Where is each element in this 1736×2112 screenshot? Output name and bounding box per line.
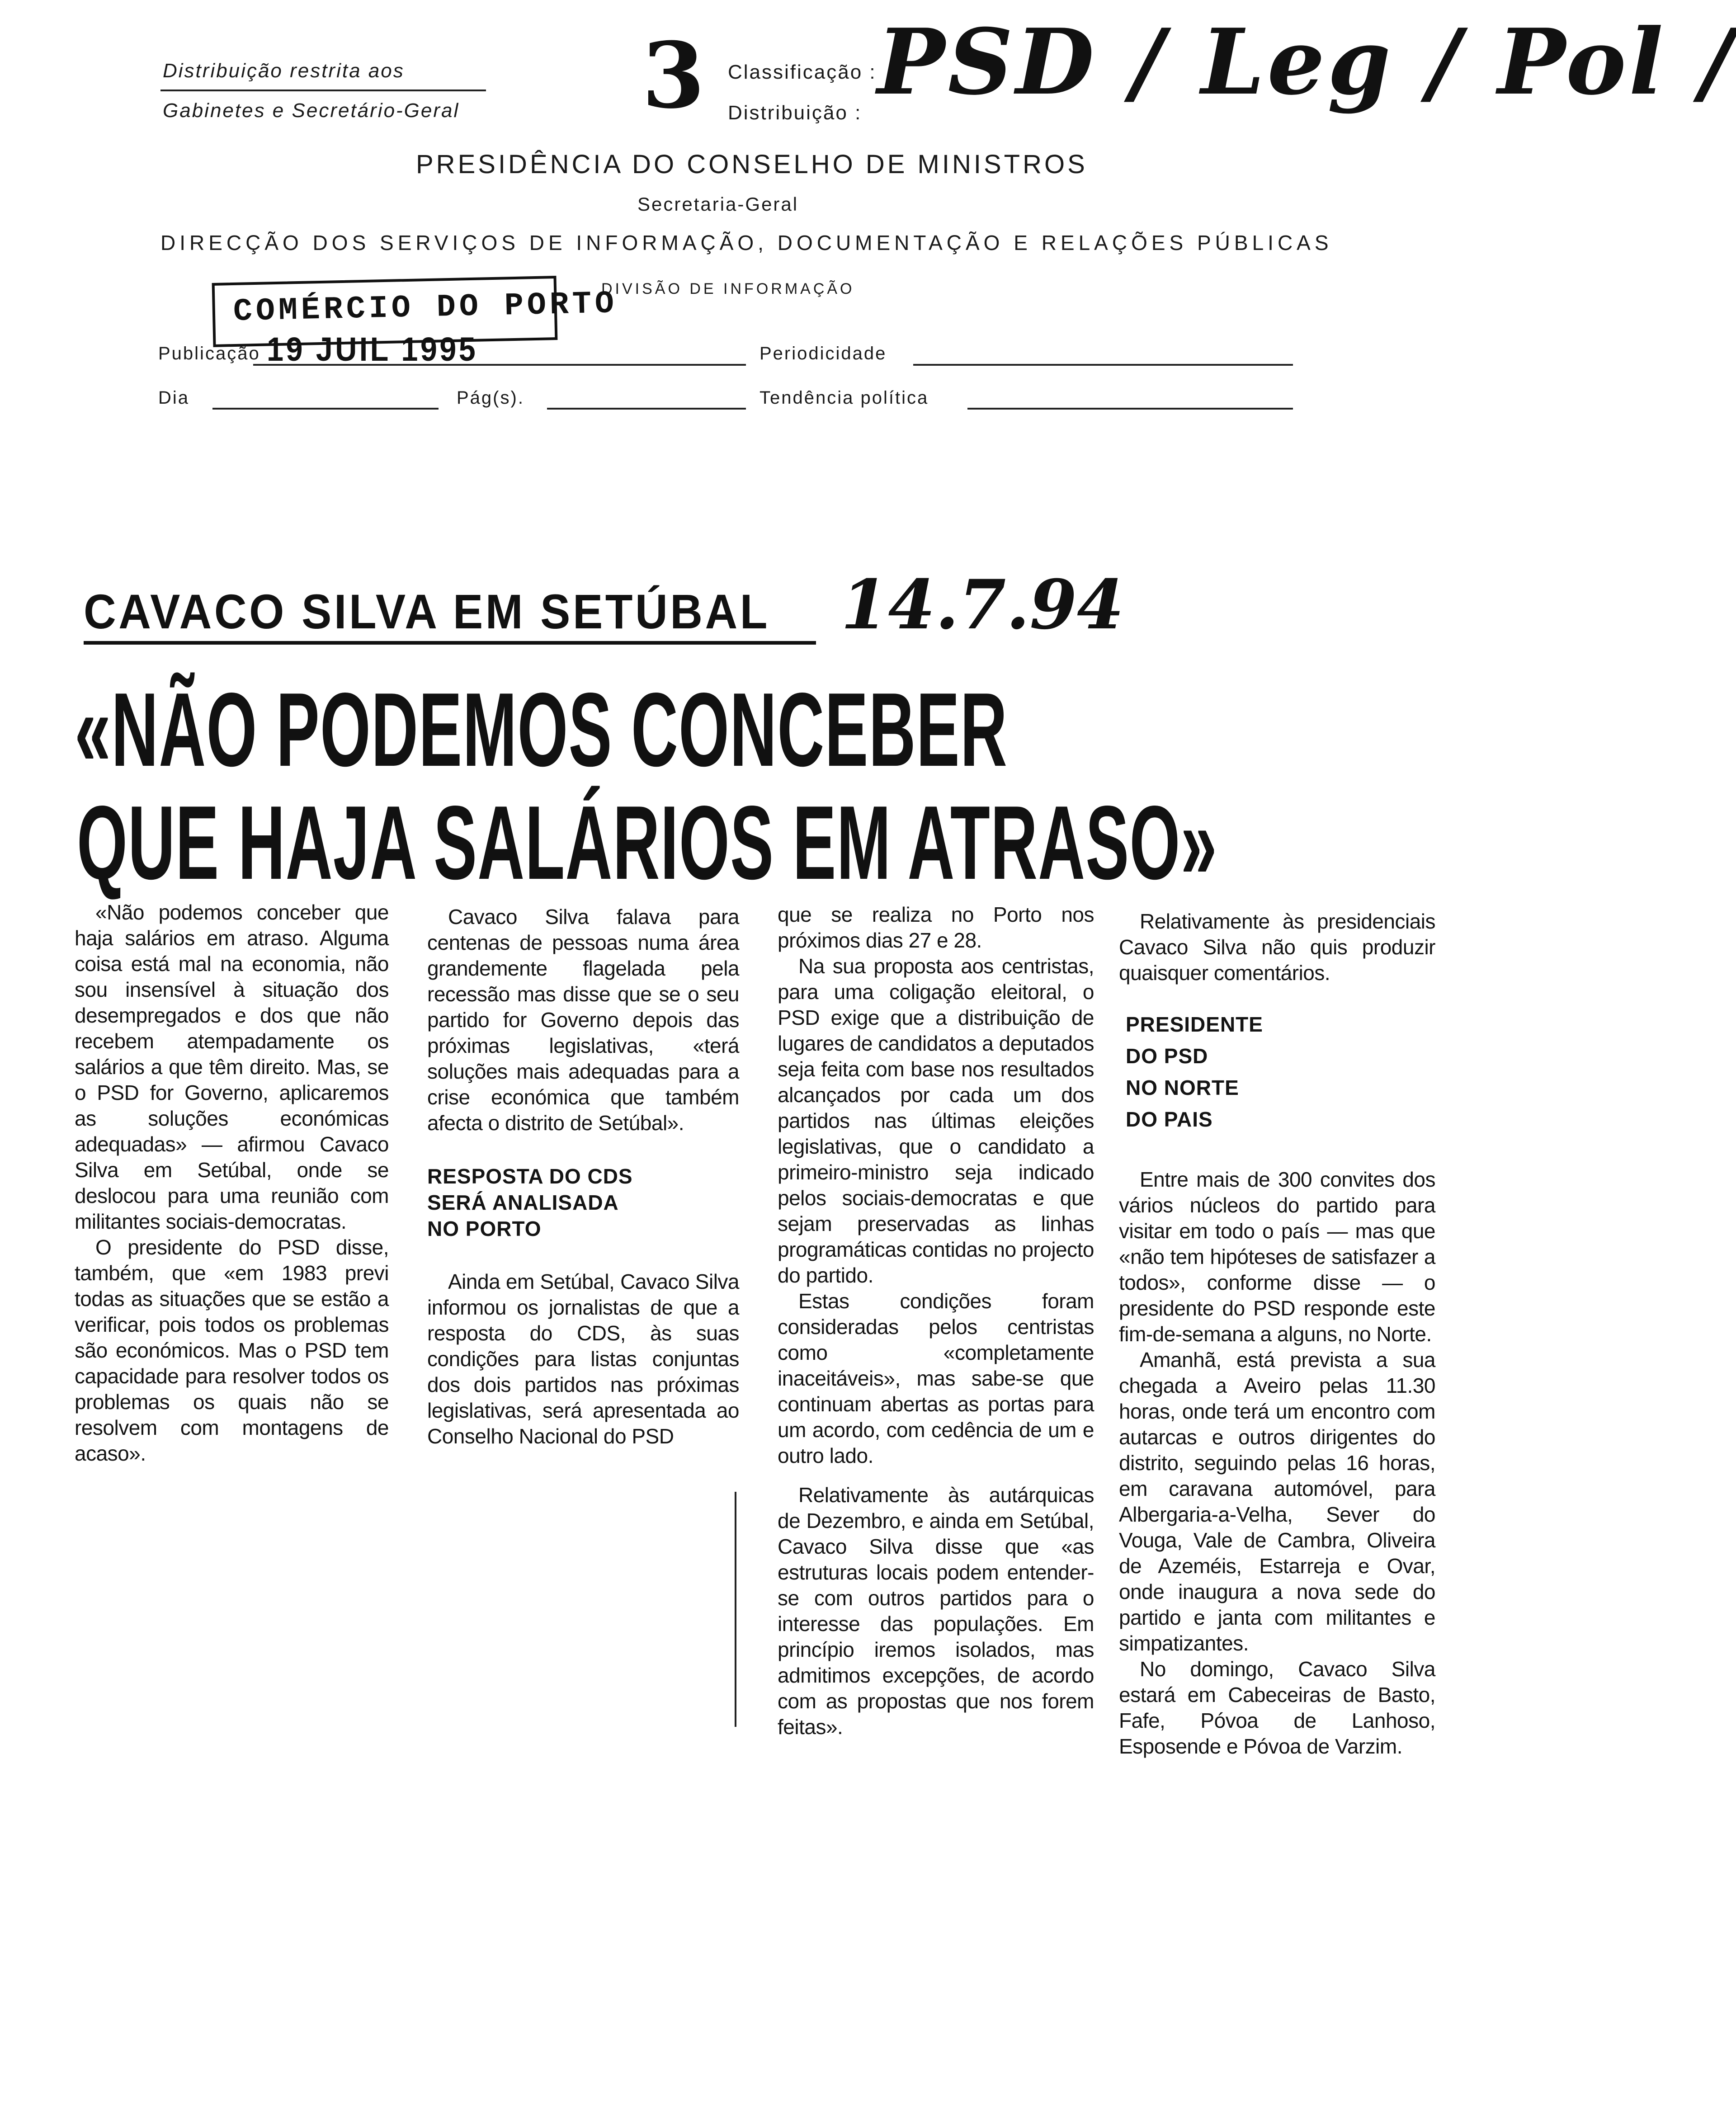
col2-subheading: [427, 1163, 739, 1242]
division: DIVISÃO DE INFORMAÇÃO: [601, 280, 855, 297]
org-subtitle: Secretaria-Geral: [637, 193, 799, 215]
dia-line: [212, 408, 439, 410]
pags-line: [547, 408, 746, 410]
col1-paragraph-1: «Não podemos conceber que haja salários em atraso. Alguma coisa está mal na economia, não sou insensível à situação dos desempregados e dos que não recebem atempadamente os salários a que têm direito. Mas, se o PSD for Governo, aplicaremos as soluções económicas adequadas» — afirmou Cavaco Silva em Setúbal, onde se deslocou para uma reunião com militantes sociais-democratas.: [75, 900, 389, 1233]
article-kicker: CAVACO SILVA EM SETÚBAL: [84, 584, 770, 639]
col4-subheading: [1126, 1009, 1435, 1135]
column-rule-2-3: [735, 1492, 736, 1727]
periodicidade-line: [913, 364, 1293, 366]
col1-paragraph-2: O presidente do PSD disse, também, que «em 1983 previ todas as situações que se estão a verificar, pois todos os problemas são económicos. Mas o PSD tem capacidade para resolver todos os problemas os quais não se resolvem com montagens de acaso».: [75, 1235, 389, 1465]
col4-paragraph-1: Relativamente às presidenciais Cavaco Silva não quis produzir quaisquer comentários.: [1119, 910, 1435, 985]
col2-subheading-line-2: SERÁ ANALISADA: [427, 1191, 619, 1214]
distribution-line-1: Distribuição restrita aos: [163, 60, 405, 82]
article-column-1: [75, 900, 389, 1466]
classificacao-label: Classificação :: [728, 61, 877, 83]
stamp-publication: COMÉRCIO DO PORTO: [233, 286, 618, 330]
publicacao-line: [253, 364, 746, 366]
col4-subheading-line-4: DO PAIS: [1126, 1108, 1213, 1131]
kicker-underline: [84, 641, 816, 645]
col4-paragraph-3: Amanhã, está prevista a sua chegada a Aveiro pelas 11.30 horas, onde terá um encontro com autarcas e outros dirigentes do distrito, seguindo pelas 16 horas, em caravana automóvel, para Albergaria-a-Velha, Sever do Vouga, Vale de Cambra, Oliveira de Azeméis, Estarreja e Ovar, onde inaugura a nova sede do partido e janta com militantes e simpatizantes.: [1119, 1348, 1435, 1655]
col4-subheading-line-2: DO PSD: [1126, 1044, 1208, 1068]
col2-subheading-line-3: NO PORTO: [427, 1217, 542, 1240]
article-column-3: [778, 902, 1094, 1740]
org-title: PRESIDÊNCIA DO CONSELHO DE MINISTROS: [416, 150, 1088, 179]
handwritten-classification: PSD / Leg / Pol /: [877, 9, 1736, 115]
directorate: DIRECÇÃO DOS SERVIÇOS DE INFORMAÇÃO, DOCUMENTAÇÃO E RELAÇÕES PÚBLICAS: [160, 231, 1333, 255]
col4-subheading-line-3: NO NORTE: [1126, 1076, 1239, 1099]
col2-paragraph-2: Ainda em Setúbal, Cavaco Silva informou os jornalistas de que a resposta do CDS, às suas condições para listas conjuntas dos dois partidos nas próximas legislativas, será apresentada ao Conselho Nacional do PSD: [427, 1270, 739, 1448]
tendencia-line: [967, 408, 1293, 410]
distribution-underline: [160, 90, 486, 91]
field-pags: Pág(s).: [457, 388, 524, 408]
field-periodicidade: Periodicidade: [760, 344, 887, 363]
headline-line-1: «NÃO PODEMOS CONCEBER: [75, 671, 1008, 788]
field-dia: Dia: [158, 388, 190, 408]
stamp-date: 19 JUIL 1995: [267, 330, 478, 368]
col3-paragraph-3: Estas condições foram consideradas pelos centristas como «completamente inaceitáveis», mas sabe-se que continuam abertas as portas para um acordo, com cedência de um e outro lado.: [778, 1289, 1094, 1467]
distribuicao-label: Distribuição :: [728, 102, 862, 124]
field-publicacao: Publicação: [158, 344, 260, 363]
page-number: 3: [642, 23, 705, 129]
handwritten-date: 14.7.94: [841, 565, 1124, 645]
col3-paragraph-4: Relativamente às autárquicas de Dezembro, e ainda em Setúbal, Cavaco Silva disse que «as estruturas locais podem entender-se com outros partidos para o interesse das populações. Em princípio iremos isolados, mas admitimos excepções, de acordo com as propostas que nos forem feitas».: [778, 1483, 1094, 1739]
distribution-line-2: Gabinetes e Secretário-Geral: [163, 99, 460, 122]
article-column-2: [427, 904, 739, 1449]
headline-line-2: QUE HAJA SALÁRIOS EM ATRASO»: [77, 784, 1217, 901]
col3-paragraph-2: Na sua proposta aos centristas, para uma coligação eleitoral, o PSD exige que a distribuição de lugares de candidatos a deputados seja feita com base nos resultados alcançados por cada um dos partidos nas últimas eleições legislativas, que o candidato a primeiro-ministro seja indicado pelos sociais-democratas e que sejam preservadas as linhas programáticas contidas no projecto do partido.: [778, 954, 1094, 1287]
col4-subheading-line-1: PRESIDENTE: [1126, 1013, 1263, 1036]
article-column-4: [1119, 909, 1435, 1759]
col2-subheading-line-1: RESPOSTA DO CDS: [427, 1164, 633, 1188]
col4-paragraph-2: Entre mais de 300 convites dos vários núcleos do partido para visitar em todo o país — mas que «não tem hipóteses de satisfazer a todos», conforme disse — o presidente do PSD responde este fim-de-semana a alguns, no Norte.: [1119, 1168, 1435, 1346]
field-tendencia: Tendência política: [760, 388, 929, 408]
col4-paragraph-4: No domingo, Cavaco Silva estará em Cabeceiras de Basto, Fafe, Póvoa de Lanhoso, Esposende e Póvoa de Varzim.: [1119, 1657, 1435, 1758]
col3-paragraph-1: que se realiza no Porto nos próximos dias 27 e 28.: [778, 903, 1094, 952]
col2-paragraph-1: Cavaco Silva falava para centenas de pessoas numa área grandemente flagelada pela recessão mas disse que se o seu partido for Governo depois das próximas legislativas, «terá soluções mais adequadas para a crise económica que também afecta o distrito de Setúbal».: [427, 905, 739, 1135]
